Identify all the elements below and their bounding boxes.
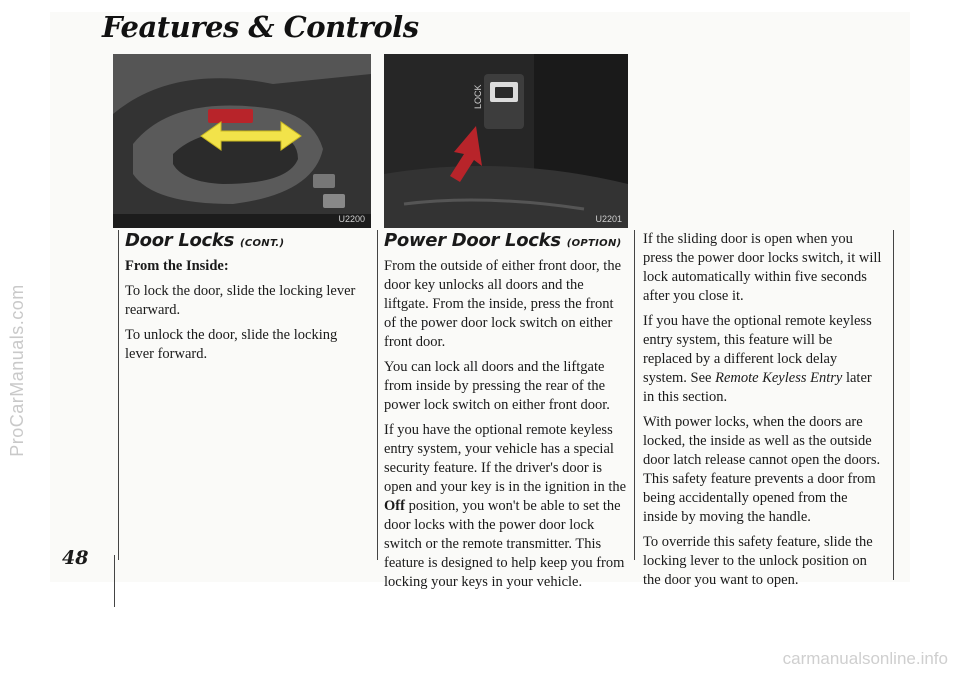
door-lever-illustration	[113, 54, 371, 228]
paragraph: With power locks, when the doors are locked, the inside as well as the outside door latch release cannot open the doors. This safety feature prevents a door from being accidentally opened from the inside by moving the handle.	[643, 414, 881, 525]
paragraph: You can lock all doors and the liftgate from inside by pressing the rear of the power lock switch on either front door.	[384, 359, 610, 413]
photo-code-right: U2201	[595, 214, 622, 224]
page-number: 48	[62, 547, 89, 569]
footer-watermark: carmanualsonline.info	[782, 649, 948, 668]
paragraph: If you have the optional remote keyless entry system, this feature will be replaced by a different lock delay system. See Remote Keyless Entry later in this section.	[643, 313, 872, 405]
paragraph: To override this safety feature, slide the locking lever to the unlock position on the door you want to open.	[643, 534, 873, 588]
paragraph: To lock the door, slide the locking lever rearward.	[125, 283, 356, 318]
lock-label: LOCK	[473, 84, 483, 109]
column-lock-continued	[643, 230, 883, 596]
page-title: Features & Controls	[102, 10, 419, 44]
side-watermark: ProCarManuals.com	[6, 283, 27, 457]
column-divider	[118, 230, 119, 560]
cross-reference: Remote Keyless Entry	[715, 370, 843, 386]
subheading: From the Inside:	[125, 258, 229, 274]
door-lever-photo	[113, 54, 371, 228]
paragraph: If the sliding door is open when you press the power door locks switch, it will lock automatically within five seconds after you close it.	[643, 231, 882, 304]
photo-code-left: U2200	[338, 214, 365, 224]
column-divider	[377, 230, 378, 560]
section-heading: Power Door Locks (OPTION)	[384, 230, 622, 251]
paragraph: If you have the optional remote keyless entry system, your vehicle has a special security feature. If the driver's door is open and your key is in the ignition in the Off position, you won't be able to set the door locks with the power door lock switch or the remote transmitter. This feature is designed to help keep you from locking your keys in your vehicle.	[384, 422, 627, 590]
column-divider	[114, 555, 115, 607]
column-divider	[893, 230, 894, 580]
paragraph: From the outside of either front door, the door key unlocks all doors and the liftgate. From the inside, press the front of the power door lock switch on either front door.	[384, 258, 622, 350]
paragraph: To unlock the door, slide the locking lever forward.	[125, 327, 338, 362]
section-heading: Door Locks (CONT.)	[125, 230, 285, 251]
column-door-locks	[125, 230, 365, 370]
column-divider	[634, 230, 635, 560]
lock-switch-illustration	[384, 54, 628, 228]
column-power-door-locks	[384, 230, 628, 598]
lock-switch-photo	[384, 54, 628, 228]
